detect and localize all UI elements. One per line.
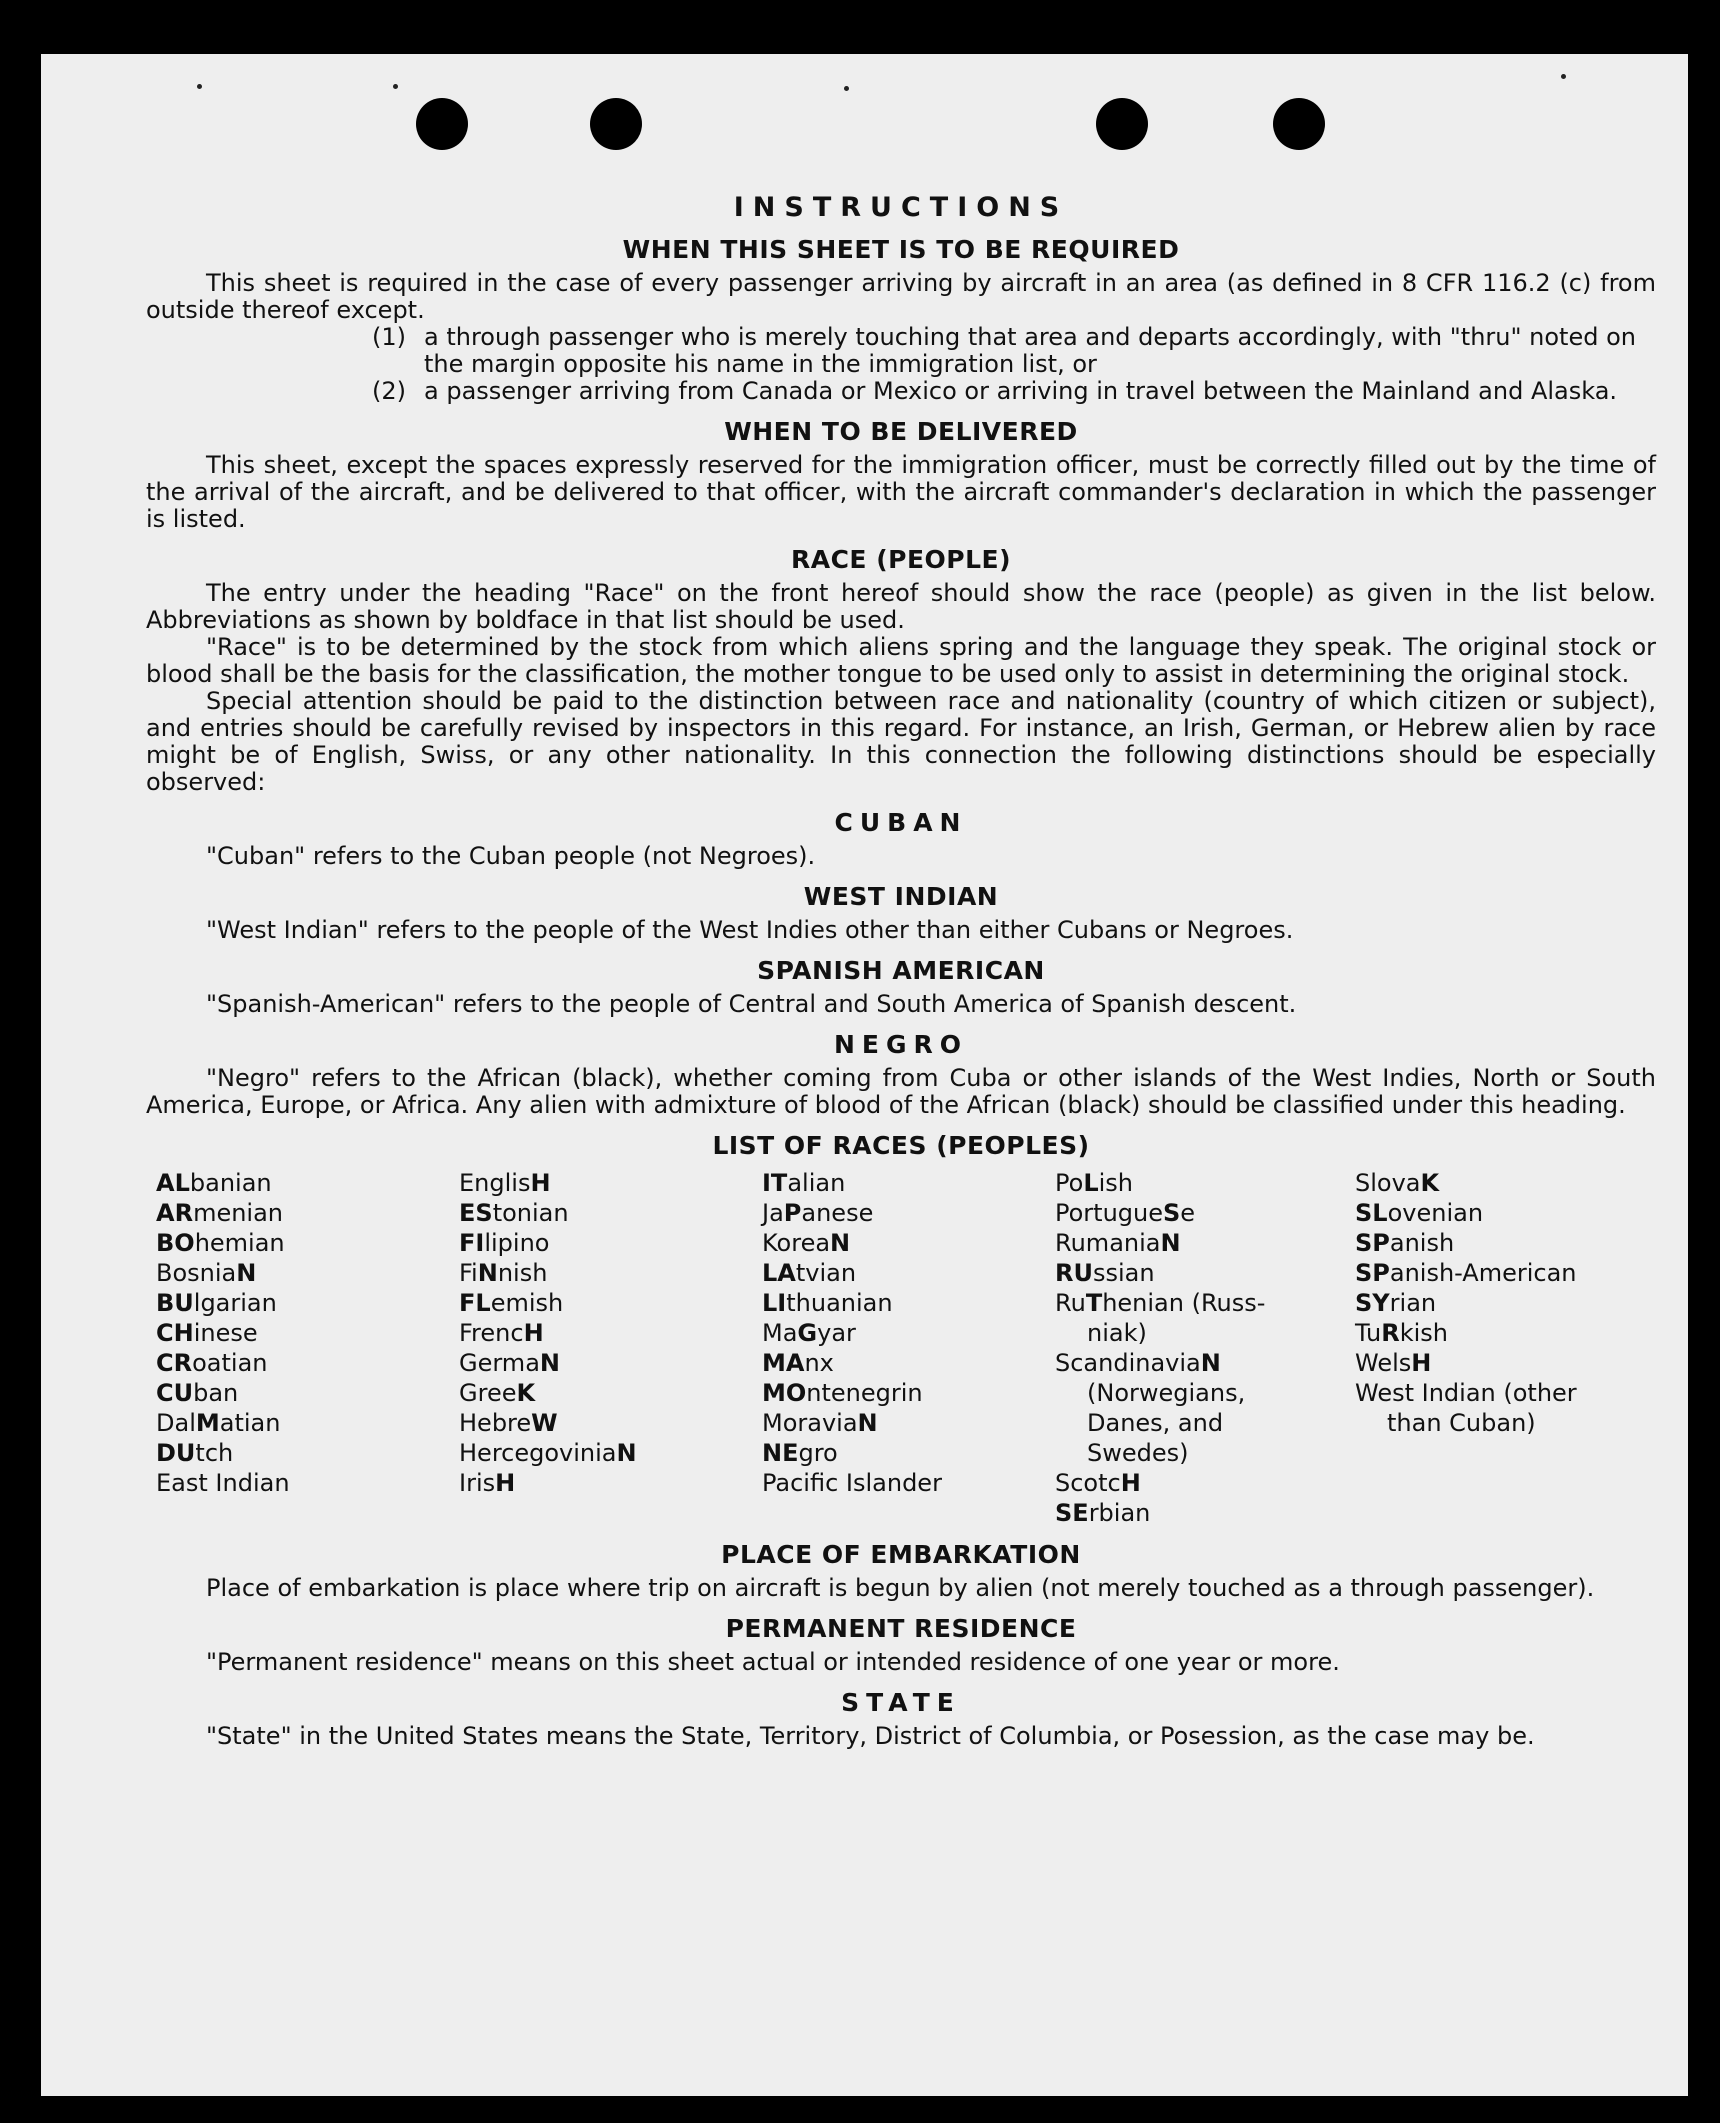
race-entry: IrisH xyxy=(459,1469,516,1497)
race-entry: FiNnish xyxy=(459,1259,548,1287)
race-entry: ITalian xyxy=(762,1169,846,1197)
state-text: "State" in the United States means the State, Territory, District of Columbia, or Posession, as the case may be. xyxy=(206,1722,1535,1750)
section-heading-race: RACE (PEOPLE) xyxy=(790,545,1012,574)
race-entry: SErbian xyxy=(1055,1499,1151,1527)
document-sheet xyxy=(41,54,1688,2096)
race-entry: BosniaN xyxy=(156,1259,257,1287)
race-entry: JaPanese xyxy=(762,1199,874,1227)
race-entry: GermaN xyxy=(459,1349,560,1377)
instructions-content xyxy=(146,192,1656,1750)
section-heading-embarkation: PLACE OF EMBARKATION xyxy=(721,1540,1081,1569)
race-entry: EStonian xyxy=(459,1199,569,1227)
race-entry: MAnx xyxy=(762,1349,834,1377)
race-entry: FrencH xyxy=(459,1319,544,1347)
race-entry: RUssian xyxy=(1055,1259,1155,1287)
races-list xyxy=(156,1168,1656,1528)
race-entry: EnglisH xyxy=(459,1169,551,1197)
speck xyxy=(197,84,202,89)
punch-hole-4 xyxy=(1273,98,1325,150)
section-heading-state: STATE xyxy=(841,1688,961,1717)
races-column-1 xyxy=(156,1168,459,1528)
item-number: (1) xyxy=(372,323,406,351)
race-entry: LIthuanian xyxy=(762,1289,893,1317)
cuban-text: "Cuban" refers to the Cuban people (not Negroes). xyxy=(206,842,816,870)
race-entry: (Norwegians, xyxy=(1087,1379,1246,1407)
section-heading-cuban: CUBAN xyxy=(834,808,968,837)
race-entry: GreeK xyxy=(459,1379,536,1407)
race-entry: HercegoviniaN xyxy=(459,1439,637,1467)
section-heading-required: WHEN THIS SHEET IS TO BE REQUIRED xyxy=(622,235,1180,264)
delivered-text: This sheet, except the spaces expressly reserved for the immigration officer, must be correctly filled out by the time of the arrival of the aircraft, and be delivered to that officer, with the aircraft commander's declaration in which the passenger is listed. xyxy=(146,451,1656,533)
race-entry: MaGyar xyxy=(762,1319,856,1347)
race-entry: SlovaK xyxy=(1355,1169,1440,1197)
required-item-2 xyxy=(326,378,1656,405)
race-entry: ScandinaviaN xyxy=(1055,1349,1221,1377)
section-heading-residence: PERMANENT RESIDENCE xyxy=(725,1614,1077,1643)
races-column-5 xyxy=(1355,1168,1655,1528)
races-column-3 xyxy=(762,1168,1055,1528)
race-entry: SPanish-American xyxy=(1355,1259,1577,1287)
race-entry: niak) xyxy=(1087,1319,1147,1347)
race-entry: NEgro xyxy=(762,1439,838,1467)
negro-text: "Negro" refers to the African (black), whether coming from Cuba or other islands of the West Indies, North or South America, Europe, or Africa. Any alien with admixture of blood of the African (black) should be classified under this heading. xyxy=(146,1064,1656,1119)
race-paragraph-3: Special attention should be paid to the distinction between race and nationality (country of which citizen or subject), and entries should be carefully revised by inspectors in this regard. For instance, an Irish, German, or Hebrew alien by race might be of English, Swiss, or any other nationality. In this connection the following distinctions should be especially observed: xyxy=(146,687,1656,796)
race-entry: Swedes) xyxy=(1087,1439,1189,1467)
race-entry: HebreW xyxy=(459,1409,558,1437)
page-title: INSTRUCTIONS xyxy=(733,192,1069,223)
race-entry: SYrian xyxy=(1355,1289,1437,1317)
item-text: a through passenger who is merely touching that area and departs accordingly, with "thru" noted on the margin opposite his name in the immigration list, or xyxy=(424,323,1636,378)
section-heading-spanish-american: SPANISH AMERICAN xyxy=(757,956,1045,985)
section-heading-west-indian: WEST INDIAN xyxy=(803,882,999,911)
race-entry: TuRkish xyxy=(1355,1319,1448,1347)
speck xyxy=(844,86,849,91)
race-entry: BUlgarian xyxy=(156,1289,277,1317)
race-entry: CHinese xyxy=(156,1319,258,1347)
race-entry: CRoatian xyxy=(156,1349,268,1377)
race-entry: DalMatian xyxy=(156,1409,281,1437)
race-entry: West Indian (other xyxy=(1355,1379,1577,1407)
race-entry: MoraviaN xyxy=(762,1409,878,1437)
race-entry: RuThenian (Russ- xyxy=(1055,1289,1266,1317)
race-entry: PoLish xyxy=(1055,1169,1133,1197)
race-entry: SPanish xyxy=(1355,1229,1455,1257)
race-entry: East Indian xyxy=(156,1469,290,1497)
section-heading-races-list: LIST OF RACES (PEOPLES) xyxy=(712,1131,1090,1160)
required-intro: This sheet is required in the case of every passenger arriving by aircraft in an area (as defined in 8 CFR 116.2 (c) from outside thereof except. xyxy=(146,269,1656,324)
race-entry: LAtvian xyxy=(762,1259,857,1287)
section-heading-delivered: WHEN TO BE DELIVERED xyxy=(724,417,1078,446)
embarkation-text: Place of embarkation is place where trip on aircraft is begun by alien (not merely touched as a through passenger). xyxy=(206,1574,1595,1602)
punch-hole-1 xyxy=(416,98,468,150)
races-column-4 xyxy=(1055,1168,1355,1528)
speck xyxy=(1561,74,1566,79)
race-entry: FLemish xyxy=(459,1289,564,1317)
item-number: (2) xyxy=(372,377,406,405)
race-entry: SLovenian xyxy=(1355,1199,1484,1227)
race-paragraph-1: The entry under the heading "Race" on the front hereof should show the race (people) as given in the list below. Abbreviations as shown by boldface in that list should be used. xyxy=(146,579,1656,634)
residence-text: "Permanent residence" means on this sheet actual or intended residence of one year or more. xyxy=(206,1648,1340,1676)
race-entry: ARmenian xyxy=(156,1199,284,1227)
race-entry: RumaniaN xyxy=(1055,1229,1181,1257)
race-entry: DUtch xyxy=(156,1439,234,1467)
section-heading-negro: NEGRO xyxy=(833,1030,969,1059)
race-entry: BOhemian xyxy=(156,1229,285,1257)
race-paragraph-2: "Race" is to be determined by the stock from which aliens spring and the language they speak. The original stock or blood shall be the basis for the classification, the mother tongue to be used only to assist in determining the original stock. xyxy=(146,633,1656,688)
race-entry: PortugueSe xyxy=(1055,1199,1196,1227)
race-entry: ALbanian xyxy=(156,1169,272,1197)
races-column-2 xyxy=(459,1168,762,1528)
required-item-1 xyxy=(326,324,1656,378)
race-entry: WelsH xyxy=(1355,1349,1432,1377)
west-indian-text: "West Indian" refers to the people of the West Indies other than either Cubans or Negroes. xyxy=(206,916,1294,944)
race-entry: KoreaN xyxy=(762,1229,851,1257)
spanish-american-text: "Spanish-American" refers to the people of Central and South America of Spanish descent. xyxy=(206,990,1297,1018)
punch-hole-2 xyxy=(590,98,642,150)
speck xyxy=(393,84,398,89)
race-entry: FIlipino xyxy=(459,1229,550,1257)
race-entry: MOntenegrin xyxy=(762,1379,923,1407)
race-entry: ScotcH xyxy=(1055,1469,1141,1497)
punch-hole-3 xyxy=(1096,98,1148,150)
race-entry: CUban xyxy=(156,1379,239,1407)
item-text: a passenger arriving from Canada or Mexico or arriving in travel between the Mainland and Alaska. xyxy=(424,377,1618,405)
race-entry: Danes, and xyxy=(1087,1409,1224,1437)
race-entry: than Cuban) xyxy=(1387,1409,1536,1437)
race-entry: Pacific Islander xyxy=(762,1469,942,1497)
